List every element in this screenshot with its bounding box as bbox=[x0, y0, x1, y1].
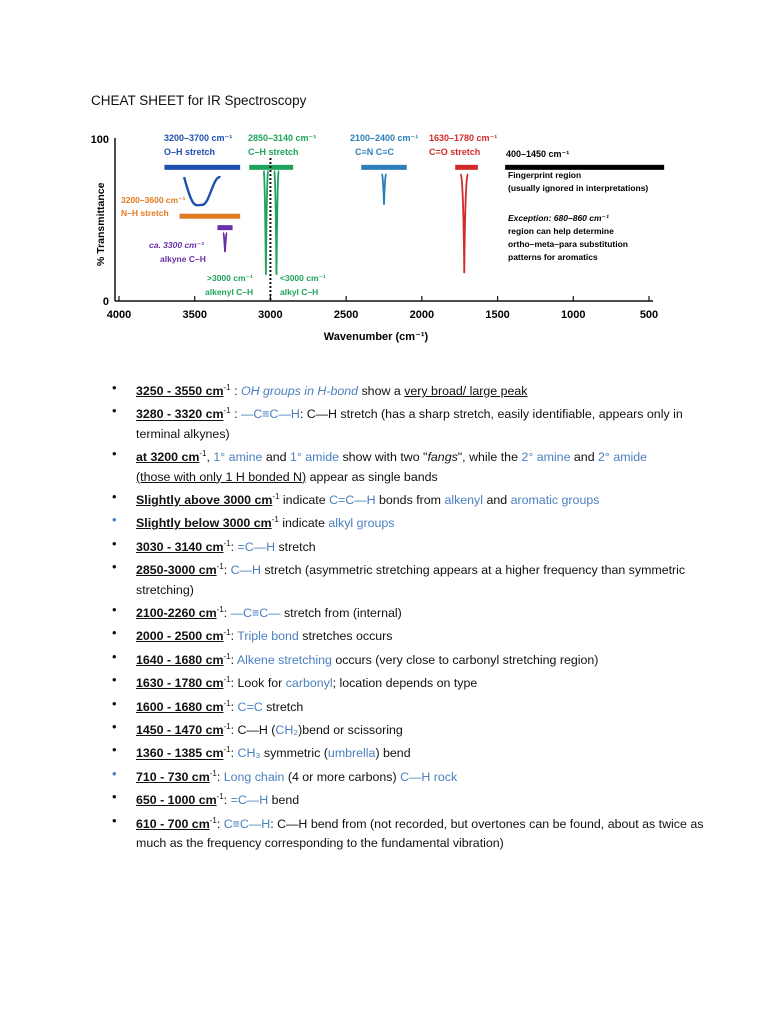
oh-name-label: O–H stretch bbox=[164, 147, 216, 157]
co-name-label: C=O stretch bbox=[429, 147, 481, 157]
alkyl-range-label: <3000 cm⁻¹ bbox=[280, 273, 326, 283]
x-tick-label: 4000 bbox=[106, 309, 132, 321]
alkyl-name-label: alkyl C–H bbox=[280, 287, 319, 297]
oh-range-label: 3200–3700 cm⁻¹ bbox=[164, 133, 233, 143]
range-band bbox=[217, 225, 232, 230]
nh-range-label: 3200–3600 cm⁻¹ bbox=[121, 195, 186, 205]
carbonyl-peak bbox=[460, 174, 468, 273]
exception-line1: Exception: 680–860 cm⁻¹ bbox=[508, 213, 609, 223]
page-title: CHEAT SHEET for IR Spectroscopy bbox=[91, 93, 307, 108]
x-tick-label: 3000 bbox=[258, 309, 283, 321]
list-item: • 1450 - 1470 $cm^{-1}$: C—H (CH₂)bend or scissoring bbox=[136, 717, 711, 740]
x-tick-label: 2000 bbox=[409, 309, 435, 321]
alkyne-name-label: alkyne C–H bbox=[160, 254, 206, 264]
alkyne-ch-peak bbox=[223, 233, 227, 253]
x-tick-label: 1500 bbox=[485, 309, 510, 321]
alkenyl-range-label: >3000 cm⁻¹ bbox=[207, 273, 253, 283]
list-item: • Slightly below 3000 $cm^{-1}$ indicate alkyl groups bbox=[136, 510, 711, 533]
range-band bbox=[164, 165, 240, 170]
fingerprint-line1: Fingerprint region bbox=[508, 170, 582, 180]
list-item: • 1630 - 1780 $cm^{-1}$: Look for carbonyl; location depends on type bbox=[136, 670, 711, 693]
range-band bbox=[455, 165, 478, 170]
exception-line2: region can help determine bbox=[508, 226, 614, 236]
x-tick-label: 3500 bbox=[182, 309, 207, 321]
range-band bbox=[180, 214, 241, 219]
oh-stretch-peak bbox=[184, 177, 220, 205]
range-band bbox=[361, 165, 406, 170]
list-item: • at 3200 $cm^{-1}$, 1° amine and 1° amide show with two "fangs", while the 2° amine and 2° amide (those with only 1 H bonded N) appear as single bands bbox=[136, 444, 711, 487]
exception-line4: patterns for aromatics bbox=[508, 252, 598, 262]
nh-name-label: N–H stretch bbox=[121, 208, 169, 218]
ir-notes-list bbox=[110, 378, 711, 853]
list-item: • 3250 - 3550 $cm^{-1}$ : OH groups in H-bond show a very broad/ large peak bbox=[136, 378, 711, 401]
ch-name-label: C–H stretch bbox=[248, 147, 299, 157]
ch-range-label: 2850–3140 cm⁻¹ bbox=[248, 133, 317, 143]
list-item: • 650 - 1000 $cm^{-1}$: =C—H bend bbox=[136, 787, 711, 810]
list-item: • 710 - 730 $cm^{-1}$: Long chain (4 or more carbons) C—H rock bbox=[136, 764, 711, 787]
list-item: • 3030 - 3140 $cm^{-1}$: =C—H stretch bbox=[136, 534, 711, 557]
x-tick-label: 2500 bbox=[333, 309, 359, 321]
list-item: • Slightly above 3000 $cm^{-1}$ indicate C=C—H bonds from alkenyl and aromatic groups bbox=[136, 487, 711, 510]
y-axis-label: % Transmittance bbox=[95, 182, 107, 266]
triple-bond-peak bbox=[382, 174, 387, 205]
fingerprint-line2: (usually ignored in interpretations) bbox=[508, 183, 649, 193]
alkyl-ch-peak bbox=[274, 171, 279, 275]
list-item: • 3280 - 3320 $cm^{-1}$ : —C≡C—H: C—H stretch (has a sharp stretch, easily identifiable, appears only in terminal alkynes) bbox=[136, 401, 711, 444]
y-tick-100: 100 bbox=[90, 134, 109, 146]
fingerprint-range-label: 400–1450 cm⁻¹ bbox=[506, 149, 570, 159]
list-item: • 2000 - 2500 $cm^{-1}$: Triple bond stretches occurs bbox=[136, 623, 711, 646]
co-range-label: 1630–1780 cm⁻¹ bbox=[429, 133, 498, 143]
x-tick-label: 1000 bbox=[561, 309, 586, 321]
list-item: • 1360 - 1385 $cm^{-1}$: CH₃ symmetric (umbrella) bend bbox=[136, 740, 711, 763]
list-item: • 2850-3000 $cm^{-1}$: C—H stretch (asymmetric stretching appears at a higher frequency than symmetric stretching) bbox=[136, 557, 711, 600]
list-item: • 1600 - 1680 $cm^{-1}$: C=C stretch bbox=[136, 694, 711, 717]
list-item: • 610 - 700 $cm^{-1}$: C≡C—H: C—H bend from (not recorded, but overtones can be found, about as twice as much as the frequency corresponding to the fundamental vibration) bbox=[136, 811, 711, 854]
alkenyl-name-label: alkenyl C–H bbox=[205, 287, 254, 297]
x-tick-label: 500 bbox=[639, 309, 659, 321]
triple-range-label: 2100–2400 cm⁻¹ bbox=[350, 133, 419, 143]
alkenyl-ch-peak bbox=[264, 171, 269, 275]
x-axis-label: Wavenumber (cm⁻¹) bbox=[323, 331, 429, 343]
triple-name-label: C≡N C≡C bbox=[355, 147, 395, 157]
exception-line3: ortho–meta–para substitution bbox=[508, 239, 628, 249]
list-item: • 1640 - 1680 $cm^{-1}$: Alkene stretching occurs (very close to carbonyl stretching region) bbox=[136, 647, 711, 670]
alkyne-range-label: ca. 3300 cm⁻¹ bbox=[149, 240, 205, 250]
y-tick-0: 0 bbox=[102, 296, 109, 308]
list-item: • 2100-2260 $cm^{-1}$: —C≡C— stretch from (internal) bbox=[136, 600, 711, 623]
ir-spectrum-chart bbox=[88, 124, 688, 346]
